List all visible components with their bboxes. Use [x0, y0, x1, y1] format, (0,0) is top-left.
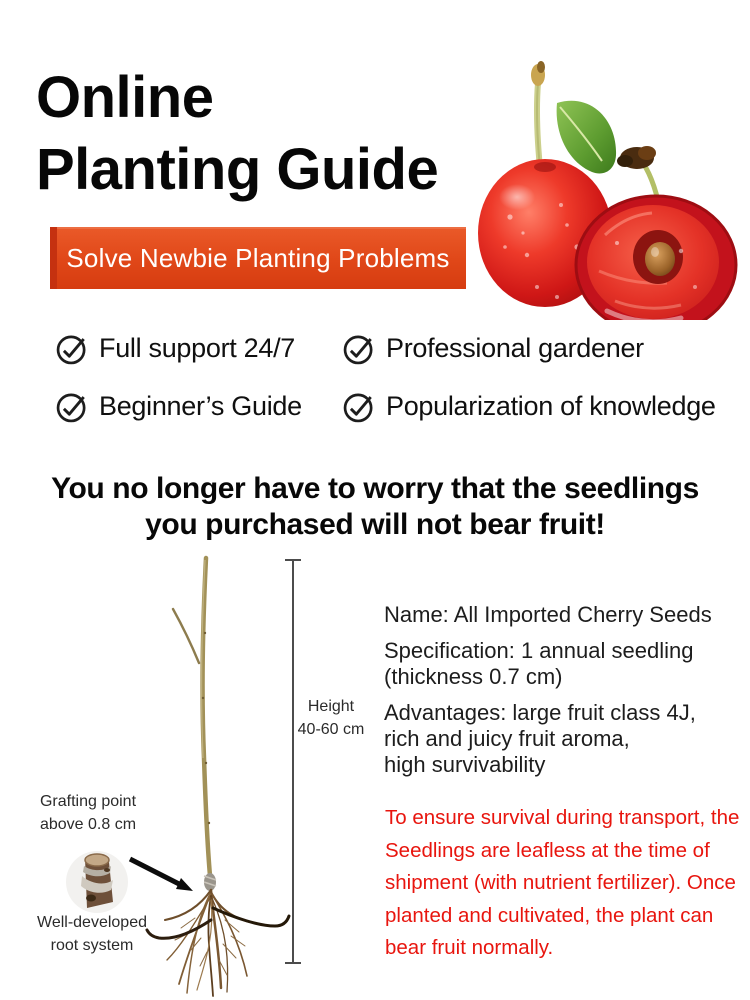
feature-item: [341, 388, 716, 425]
feature-label: Popularization of knowledge: [386, 391, 716, 421]
height-label: [286, 695, 376, 741]
cherries-image: [465, 55, 750, 320]
root-system: [147, 890, 289, 996]
height-label-line2: 40-60 cm: [297, 721, 365, 738]
height-label-line1: Height: [307, 698, 355, 715]
check-circle-icon: [341, 331, 377, 367]
page-title: [36, 62, 438, 206]
check-circle-icon: [54, 331, 90, 367]
notice-line: planted and cultivated, the plant can: [385, 903, 714, 927]
check-circle-icon: [54, 389, 90, 425]
banner-label: Solve Newbie Planting Problems: [66, 242, 450, 273]
root-label-line2: root system: [50, 937, 134, 954]
product-name: Name: All Imported Cherry Seeds: [384, 602, 712, 627]
feature-item: [54, 388, 302, 425]
feature-item: [341, 330, 644, 367]
grafting-label-line1: Grafting point: [39, 793, 137, 810]
graft-closeup-inset: [66, 851, 128, 913]
grafting-point-label: [22, 790, 154, 836]
banner: [50, 227, 466, 289]
graft-union: [204, 873, 216, 891]
headline-line2: you purchased will not bear fruit!: [145, 508, 605, 541]
seedling-stem: [203, 558, 211, 886]
page-title-line1: Online: [36, 65, 214, 130]
spec-line2: (thickness 0.7 cm): [384, 664, 563, 689]
headline: [0, 471, 750, 543]
graft-arrow: [130, 859, 193, 891]
headline-line1: You no longer have to worry that the seedlings: [51, 472, 699, 505]
notice-line: shipment (with nutrient fertilizer). Once: [385, 871, 736, 894]
product-info: [384, 602, 734, 788]
notice-line: bear fruit normally.: [385, 936, 554, 959]
advantages-line1: Advantages: large fruit class 4J,: [384, 700, 696, 725]
cherry-leaf: [557, 101, 616, 174]
feature-label: Full support 24/7: [99, 333, 296, 363]
advantages-line3: high survivability: [384, 752, 546, 777]
half-cherry: [576, 196, 736, 320]
notice-line: Seedlings are leafless at the time of: [385, 838, 710, 862]
shipping-notice: [385, 802, 740, 965]
height-ruler: [285, 560, 301, 963]
grafting-label-line2: above 0.8 cm: [39, 816, 137, 833]
page-title-line2: Planting Guide: [36, 137, 439, 202]
notice-line: To ensure survival during transport, the: [385, 806, 740, 829]
seedling-twig: [173, 609, 199, 663]
advantages-line2: rich and juicy fruit aroma,: [384, 726, 630, 751]
product-advantages: [384, 700, 734, 778]
feature-label: Beginner’s Guide: [99, 391, 302, 421]
product-specification: [384, 638, 734, 690]
spec-line1: Specification: 1 annual seedling: [384, 638, 694, 663]
cherry-pit: [645, 242, 675, 276]
dried-blossom: [617, 146, 656, 169]
check-circle-icon: [341, 389, 377, 425]
root-label-line1: Well-developed: [37, 914, 147, 931]
root-system-label: [24, 911, 160, 957]
feature-label: Professional gardener: [386, 333, 644, 363]
feature-item: [54, 330, 295, 367]
